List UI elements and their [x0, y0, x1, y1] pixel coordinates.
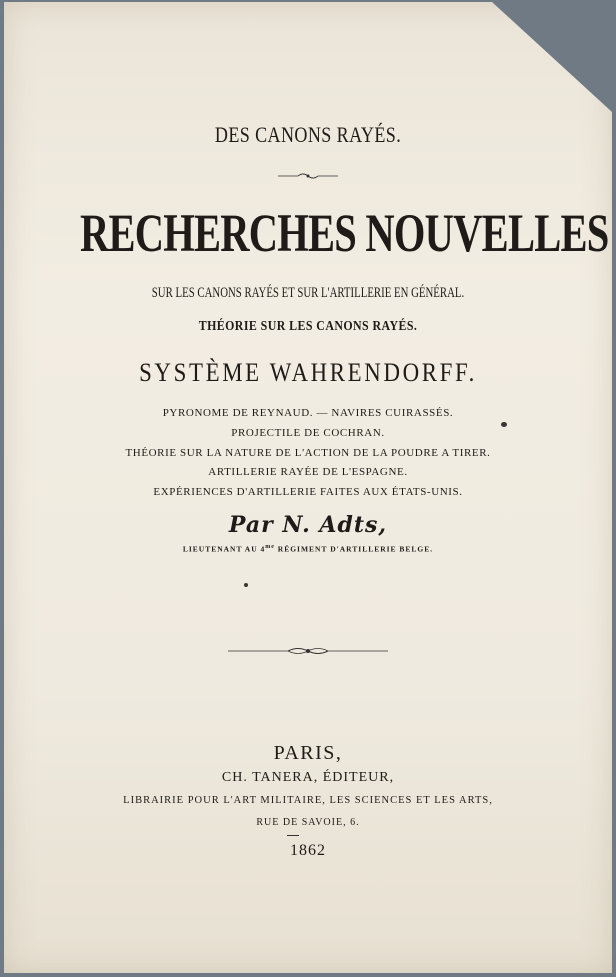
- small-title: DES CANONS RAYÉS.: [214, 122, 402, 147]
- author-name: Par N. Adts,: [228, 512, 388, 538]
- ornament-middle: [4, 642, 612, 661]
- system-heading: SYSTÈME WAHRENDORFF.: [139, 358, 477, 387]
- contents-line: PYRONOME DE REYNAUD. — NAVIRES CUIRASSÉS.: [162, 407, 454, 419]
- ink-speck: [244, 583, 248, 587]
- subtitle: SUR LES CANONS RAYÉS ET SUR L'ARTILLERIE EN GÉNÉRAL.: [151, 285, 465, 301]
- contents-line: EXPÉRIENCES D'ARTILLERIE FAITES AUX ÉTATS-UNIS.: [153, 486, 463, 498]
- main-title: RECHERCHES NOUVELLES: [80, 203, 609, 263]
- contents-line: PROJECTILE DE COCHRAN.: [231, 427, 385, 439]
- publisher-bookshop: LIBRAIRIE POUR L'ART MILITAIRE, LES SCIENCES ET LES ARTS,: [123, 795, 493, 806]
- flourish-icon: [228, 645, 388, 657]
- author-rank: LIEUTENANT AU $4^{me}$ RÉGIMENT D'ARTILLERIE BELGE.: [182, 544, 434, 554]
- theory-heading: THÉORIE SUR LES CANONS RAYÉS.: [198, 319, 418, 334]
- year-rule: [287, 835, 299, 836]
- ink-speck: [501, 422, 507, 427]
- torn-corner: [492, 2, 612, 112]
- publisher-city: PARIS,: [273, 742, 343, 764]
- ornament-top: [4, 172, 612, 183]
- contents-line: THÉORIE SUR LA NATURE DE L'ACTION DE LA POUDRE A TIRER.: [125, 447, 491, 459]
- contents-line: ARTILLERIE RAYÉE DE L'ESPAGNE.: [208, 466, 408, 478]
- flourish-icon: [278, 172, 338, 180]
- publisher-editor: CH. TANERA, ÉDITEUR,: [221, 770, 395, 785]
- publisher-address: RUE DE SAVOIE, 6.: [256, 817, 360, 828]
- title-page: [4, 2, 612, 973]
- publication-year: 1862: [290, 842, 326, 859]
